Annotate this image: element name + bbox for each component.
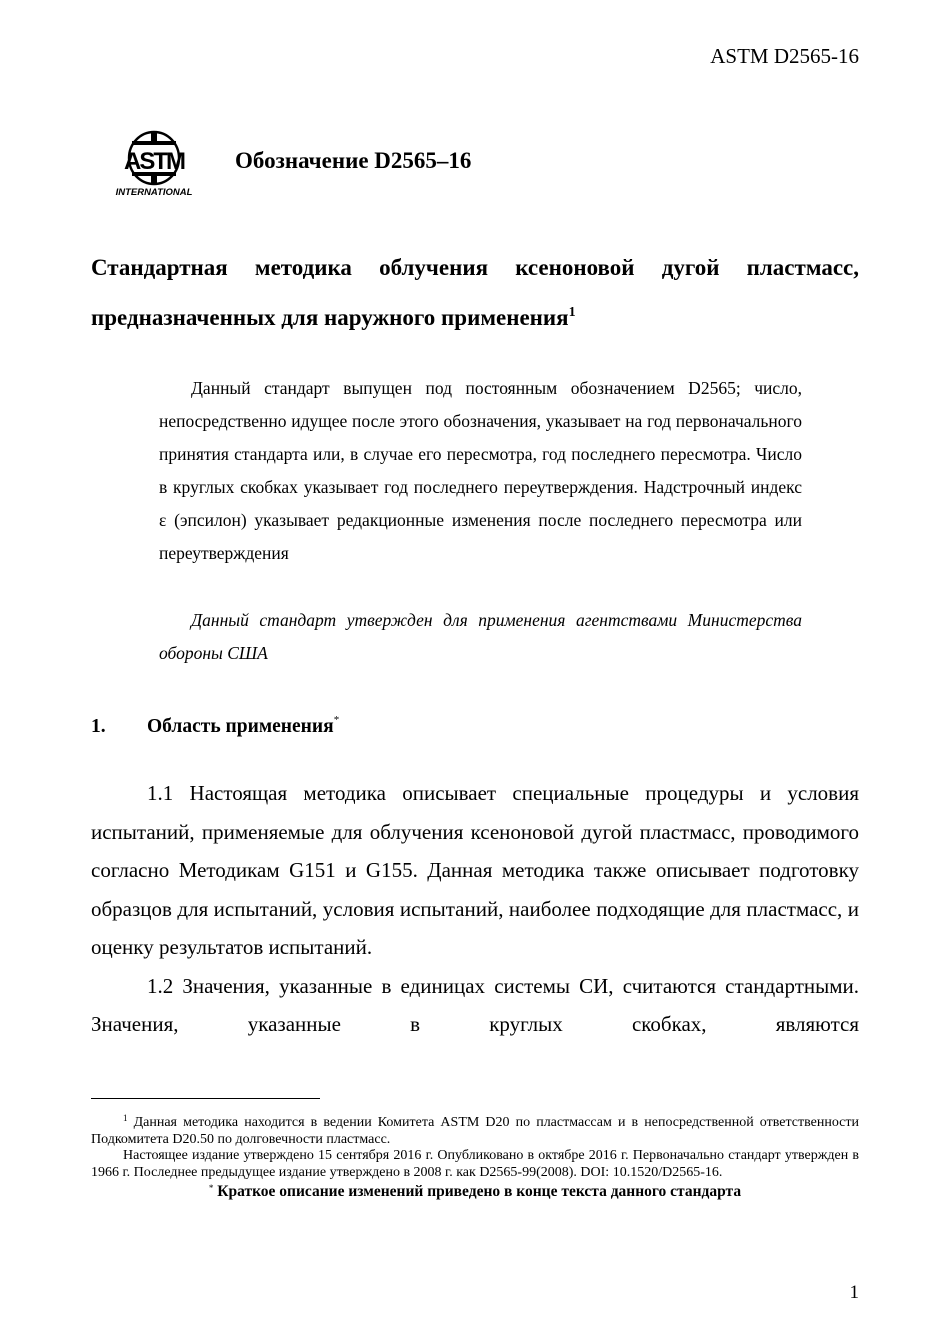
section-title: Область применения [147,716,334,737]
edition-note: Настоящее издание утверждено 15 сентября 2016 г. Опубликовано в октябре 2016 г. Первоначально стандарт утвержден в 1966 г. Последнее предыдущее издание утверждено в 2008 г. как D2565-99(2008). DOI: 10.1520/D2565-16. [91,1148,859,1180]
preface-paragraph: Данный стандарт выпущен под постоянным обозначением D2565; число, непосредственно идущее после этого обозначения, указывает на год первоначального принятия стандарта или, в случае его пересмотра, год последнего пересмотра. Число в круглых скобках указывает год последнего переутверждения. Надстрочный индекс ε (эпсилон) указывает редакционные изменения после последнего пересмотра или переутверждения [159,378,802,563]
title-text: Стандартная методика облучения ксеноновой дугой пластмасс, предназначенных для наружного применения [91,255,859,330]
standard-title [91,243,859,343]
footnote-1-text: Данная методика находится в ведении Комитета ASTM D20 по пластмассам и в непосредственной ответственности Подкомитета D20.50 по долговечности пластмасс. [91,1115,859,1147]
title-footnote-mark: 1 [568,305,576,320]
footnotes [91,1115,859,1201]
section-heading [91,716,339,738]
preface-block [159,372,802,570]
footnote-1-mark: 1 [123,1113,128,1123]
section-mark: * [333,714,340,726]
svg-text:ASTM: ASTM [124,148,184,175]
footnote-1 [91,1115,859,1148]
approval-note: Данный стандарт утвержден для применения агентствами Министерства обороны США [159,610,802,663]
section-body [91,774,859,1044]
astm-logo-icon [112,127,196,199]
summary-mark: * [208,1183,214,1193]
document-code-header: ASTM D2565-16 [710,44,859,68]
logo-text: INTERNATIONAL [115,187,193,198]
summary-text: Краткое описание изменений приведено в конце текста данного стандарта [217,1183,742,1200]
designation-heading: Обозначение D2565–16 [235,148,472,173]
page-number: 1 [849,1282,859,1303]
section-number: 1. [91,716,106,737]
paragraph-1-1: 1.1 Настоящая методика описывает специальные процедуры и условия испытаний, применяемые для облучения ксеноновой дугой пластмасс, проводимого согласно Методикам G151 и G155. Данная методика также описывает подготовку образцов для испытаний, условия испытаний, наиболее подходящие для пластмасс, и оценку результатов испытаний. [91,781,859,959]
footnote-divider [91,1098,320,1099]
summary-note [91,1184,859,1201]
paragraph-1-2: 1.2 Значения, указанные в единицах системы СИ, считаются стандартными. Значения, указанные в круглых скобках, являются [91,973,859,1036]
